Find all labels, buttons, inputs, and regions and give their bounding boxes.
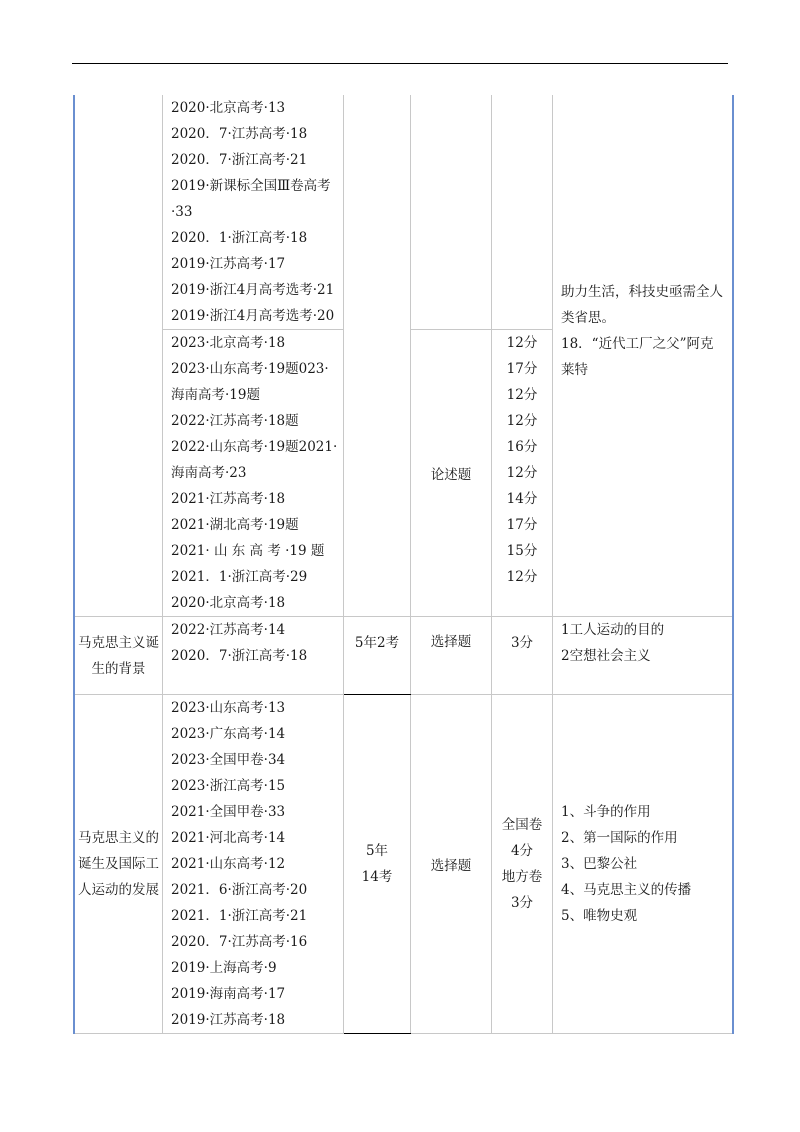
exam-analysis-table bbox=[73, 95, 734, 1034]
exam-entry: 2023·广东高考·14 bbox=[171, 726, 286, 742]
exam-entry: 2022·江苏高考·14 bbox=[171, 622, 286, 638]
note-line: 1工人运动的目的 bbox=[561, 622, 665, 638]
marks-entry: 地方卷 bbox=[501, 869, 543, 885]
frequency-cell: 5年14考 bbox=[344, 695, 411, 1034]
exam-entry: 2023·全国甲卷·34 bbox=[171, 752, 286, 768]
exam-entry: 2023·北京高考·18 bbox=[171, 335, 286, 351]
exam-entry: 2021．6·浙江高考·20 bbox=[171, 882, 308, 898]
exam-entry: 2021．1·浙江高考·29 bbox=[171, 569, 308, 585]
marks-entry: 12分 bbox=[506, 569, 538, 585]
exam-entry: 2019·浙江4月高考选考·20 bbox=[171, 308, 335, 324]
exam-entry: 2021·河北高考·14 bbox=[171, 830, 286, 846]
note-line: 5、唯物史观 bbox=[561, 908, 638, 924]
marks-entry: 12分 bbox=[506, 465, 538, 481]
marks-entry: 全国卷 bbox=[501, 817, 543, 833]
table-row bbox=[74, 695, 733, 1034]
exam-entry: 2021．1·浙江高考·21 bbox=[171, 908, 308, 924]
marks-entry: 12分 bbox=[506, 387, 538, 403]
exam-list-cell bbox=[163, 695, 344, 1034]
topic-cell bbox=[74, 95, 163, 617]
marks-cell bbox=[492, 95, 553, 330]
marks-entry: 3分 bbox=[510, 895, 534, 911]
exam-entry: 2019·新课标全国Ⅲ卷高考 bbox=[171, 178, 331, 194]
table-row bbox=[74, 95, 733, 330]
marks-cell: 3分 bbox=[492, 617, 553, 695]
exam-entry: 海南高考·23 bbox=[171, 465, 247, 481]
question-type-cell: 选择题 bbox=[411, 617, 492, 695]
note-line: 1、斗争的作用 bbox=[561, 804, 651, 820]
exam-list-cell bbox=[163, 617, 344, 695]
exam-entry: 2023·山东高考·19题023· bbox=[171, 361, 329, 377]
topic-cell: 马克思主义诞生的背景 bbox=[74, 617, 163, 695]
marks-cell bbox=[492, 695, 553, 1034]
marks-entry: 12分 bbox=[506, 335, 538, 351]
exam-entry: 2020．7·浙江高考·18 bbox=[171, 648, 308, 664]
exam-entry: 2020·北京高考·13 bbox=[171, 100, 286, 116]
marks-entry: 4分 bbox=[510, 843, 534, 859]
note-line: 18．“近代工厂之父”阿克莱特 bbox=[561, 336, 714, 378]
exam-list-cell bbox=[163, 330, 344, 617]
marks-entry: 12分 bbox=[506, 413, 538, 429]
marks-entry: 14分 bbox=[506, 491, 538, 507]
exam-entry: ·33 bbox=[171, 204, 193, 220]
marks-entry: 15分 bbox=[506, 543, 538, 559]
exam-entry: 2019·江苏高考·17 bbox=[171, 256, 286, 272]
exam-entry: 2021·江苏高考·18 bbox=[171, 491, 286, 507]
table-row bbox=[74, 617, 733, 695]
note-line: 助力生活，科技史亟需全人类省思。 bbox=[561, 284, 723, 326]
exam-entry: 2019·浙江4月高考选考·21 bbox=[171, 282, 335, 298]
exam-entry: 2020．7·浙江高考·21 bbox=[171, 152, 308, 168]
exam-entry: 2020．1·浙江高考·18 bbox=[171, 230, 308, 246]
frequency-cell bbox=[344, 95, 411, 617]
question-type-cell: 论述题 bbox=[411, 330, 492, 617]
notes-cell bbox=[553, 95, 734, 617]
exam-entry: 2020．7·江苏高考·18 bbox=[171, 126, 308, 142]
notes-cell bbox=[553, 695, 734, 1034]
exam-entry: 2019·江苏高考·18 bbox=[171, 1012, 286, 1028]
exam-entry: 2020．7·江苏高考·16 bbox=[171, 934, 308, 950]
exam-entry: 2021·湖北高考·19题 bbox=[171, 517, 299, 533]
exam-list-cell bbox=[163, 95, 344, 330]
exam-entry: 2020·北京高考·18 bbox=[171, 595, 286, 611]
exam-entry: 2022·江苏高考·18题 bbox=[171, 413, 299, 429]
marks-entry: 17分 bbox=[506, 517, 538, 533]
exam-entry: 2019·海南高考·17 bbox=[171, 986, 286, 1002]
note-line: 4、马克思主义的传播 bbox=[561, 882, 692, 898]
exam-entry: 2022·山东高考·19题2021· bbox=[171, 439, 337, 455]
exam-entry: 2021·山东高考·12 bbox=[171, 856, 286, 872]
exam-entry: 2023·山东高考·13 bbox=[171, 700, 286, 716]
topic-cell: 马克思主义的诞生及国际工人运动的发展 bbox=[74, 695, 163, 1034]
exam-entry: 2021·全国甲卷·33 bbox=[171, 804, 286, 820]
frequency-cell: 5年2考 bbox=[344, 617, 411, 695]
exam-entry: 海南高考·19题 bbox=[171, 387, 260, 403]
note-line: 2空想社会主义 bbox=[561, 648, 651, 664]
question-type-cell bbox=[411, 95, 492, 330]
marks-entry: 16分 bbox=[506, 439, 538, 455]
marks-entry: 17分 bbox=[506, 361, 538, 377]
exam-entry: 2019·上海高考·9 bbox=[171, 960, 277, 976]
note-line: 3、巴黎公社 bbox=[561, 856, 638, 872]
marks-cell bbox=[492, 330, 553, 617]
notes-cell bbox=[553, 617, 734, 695]
question-type-cell: 选择题 bbox=[411, 695, 492, 1034]
note-line: 2、第一国际的作用 bbox=[561, 830, 678, 846]
exam-entry: 2023·浙江高考·15 bbox=[171, 778, 286, 794]
header-rule bbox=[72, 63, 728, 64]
exam-entry: 2021· 山 东 高 考 ·19 题 bbox=[171, 543, 325, 559]
